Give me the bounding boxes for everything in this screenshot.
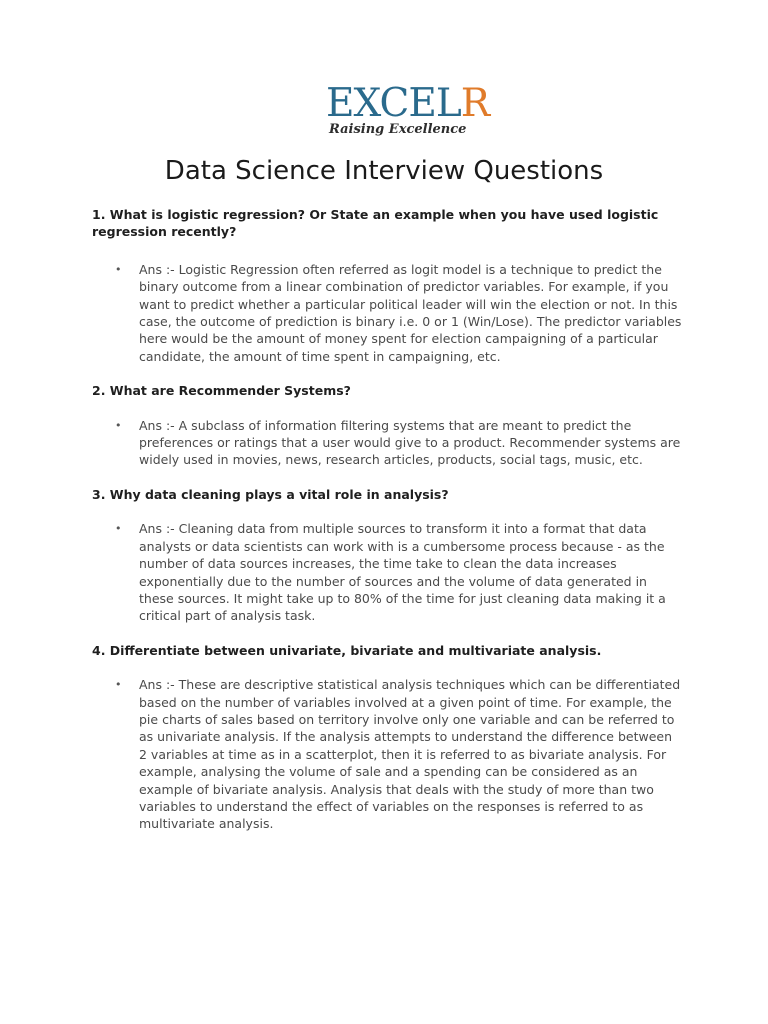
question-4: 4. Differentiate between univariate, bivariate and multivariate analysis. <box>92 642 602 658</box>
answer-4 <box>92 676 682 833</box>
answer-list-2 <box>92 417 682 469</box>
excelr-logo <box>326 81 490 140</box>
answer-list-4 <box>92 676 682 833</box>
qa-content <box>92 206 682 833</box>
bullet-icon: • <box>115 522 122 536</box>
bullet-icon: • <box>115 418 122 432</box>
bullet-icon: • <box>115 678 122 692</box>
logo-tagline: Raising Excellence <box>329 122 467 137</box>
logo-word-main: EXCEL <box>326 81 461 126</box>
bullet-icon: • <box>115 262 122 276</box>
answer-text-1: Ans :- Logistic Regression often referred as logit model is a technique to predict the binary outcome from a linear combination of predictor variables. For example, if you want to predict whether a particular political leader will win the election or not. In this case, the outcome of prediction is binary i.e. 0 or 1 (Win/Lose). The predictor variables here would be the amount of money spent for election campaigning of a particular candidate, the amount of time spent in campaigning, etc. <box>139 261 682 364</box>
answer-1 <box>92 261 682 365</box>
question-3: 3. Why data cleaning plays a vital role in analysis? <box>92 486 449 502</box>
answer-text-3: Ans :- Cleaning data from multiple sources to transform it into a format that data analysts or data scientists can work with is a cumbersome process because - as the number of data sources increases, the time take to clean the data increases exponentially due to the number of sources and the volume of data generated in these sources. It might take up to 80% of the time for just cleaning data making it a critical part of analysis task. <box>139 521 666 624</box>
answer-list-3 <box>92 520 682 624</box>
page-title: Data Science Interview Questions <box>164 156 604 186</box>
logo-word-accent: R <box>460 81 490 126</box>
logo-wordmark <box>326 81 490 126</box>
answer-list-1 <box>92 261 682 365</box>
answer-text-4: Ans :- These are descriptive statistical analysis techniques which can be differentiated based on the number of variables involved at a given point of time. For example, the pie charts of sales based on territory involve only one variable and can be referred to as univariate analysis. If the analysis attempts to understand the difference between 2 variables at time as in a scatterplot, then it is referred to as bivariate analysis. For example, analysing the volume of sale and a spending can be considered as an example of bivariate analysis. Analysis that deals with the study of more than two variables to understand the effect of variables on the responses is referred to as multivariate analysis. <box>139 677 681 832</box>
question-1: 1. What is logistic regression? Or State an example when you have used logistic regression recently? <box>92 207 659 240</box>
answer-3 <box>92 520 682 624</box>
answer-text-2: Ans :- A subclass of information filtering systems that are meant to predict the preferences or ratings that a user would give to a product. Recommender systems are widely used in movies, news, research articles, products, social tags, music, etc. <box>139 417 681 468</box>
answer-2 <box>92 417 682 469</box>
question-2: 2. What are Recommender Systems? <box>92 383 351 399</box>
